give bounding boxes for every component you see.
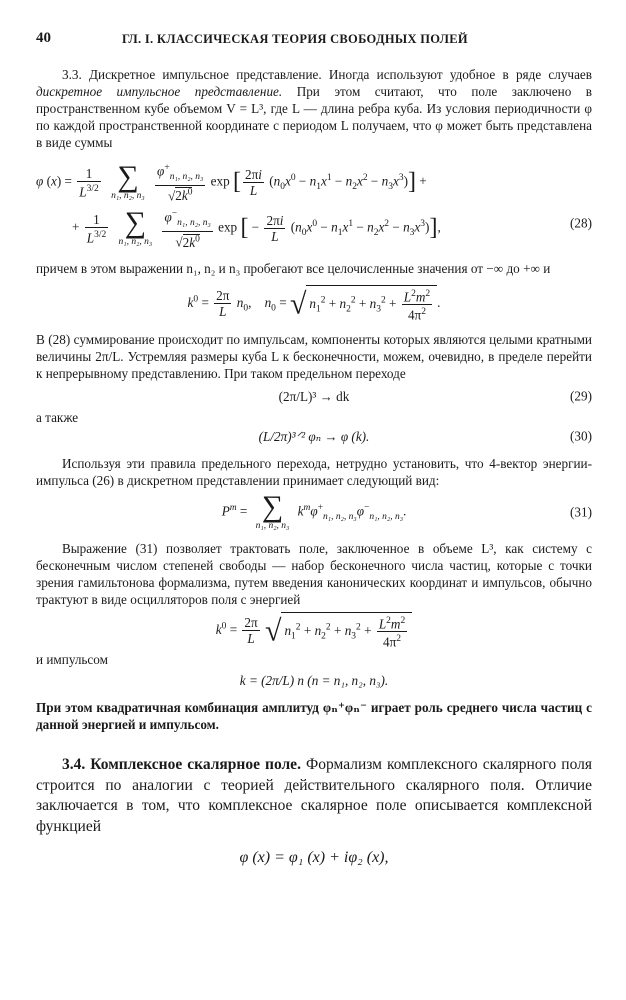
paragraph-summation-range: причем в этом выражении n₁, n₂ и n₃ пробегают все целочисленные значения от −∞ до +∞ и [36, 260, 551, 276]
text-also: а также [36, 409, 79, 425]
equation-k0: $k^0$ = $\frac{2\pi}{L}$ $n_0$, $n_0$ = √ $n_1^2 + n_2^2 + n_3^2$ + $\frac{L^2m^2}{4\pi^2}$ . [36, 285, 592, 323]
equation-energy: $k^0$ = $\frac{2\pi}{L}$ √ $n_1^2 + n_2^2 + n_3^2$ + $\frac{L^2m^2}{4\pi^2}$ [36, 612, 592, 650]
equation-29-body: (2π/L)³ → dk [278, 388, 350, 404]
running-head: ГЛ. I. КЛАССИЧЕСКАЯ ТЕОРИЯ СВОБОДНЫХ ПОЛЕЙ [122, 32, 468, 46]
paragraph-oscillators: Выражение (31) позволяет трактовать поле, заключенное в объеме L³, как систему с бесконечным числом степеней свободы — набор бесконечного числа частиц, которые с точки зрения гамильтонова формализма, путем введения канонических координат и импульсов, обычно трактуют в виде осцилляторов поля с энергией [36, 540, 592, 607]
page-number: 40 [36, 30, 51, 46]
paragraph-particle-number: При этом квадратичная комбинация амплитуд φₙ⁺φₙ⁻ играет роль среднего числа частиц с данной энергией и импульсом. [36, 700, 592, 733]
equation-30-body: (L/2π)³ᐟ² φₙ → φ (k). [258, 428, 370, 444]
equation-number-28: (28) [570, 215, 592, 231]
equation-momentum [36, 672, 592, 689]
equation-31: $P^m$ = ∑ n₁, n₂, n₃ $k^m\varphi^+_{n_1, n_2, n_3}\varphi^-_{n_1, n_2, n_3}$. (31) [221, 489, 592, 531]
equation-complex-field-body: φ (x) = φ₁ (x) + iφ₂ (x), [239, 849, 389, 867]
equation-number-29: (29) [570, 388, 592, 404]
paragraph-limit-transition: В (28) суммирование происходит по импульсам, компоненты которых являются целыми кратными величины 2π/L. Устремляя размеры куба L к бесконечности, можем, очевидно, в пределе перейти к непрерывному представлению. При таком предельном переходе [36, 331, 592, 381]
equation-28: φ (x) = $\frac{1}{L^{3/2}}$ ∑ n₁, n₂, n₃ $\frac{\varphi^+_{n_1, n_2, n_3}}{√2k^0}$ exp [ $\frac{2\pi i}{L}$ $(n_0x^0 - n_1x^1 - n_2x^2 - n_3x^3)$] + + $\frac{1}{L^{3/2}}$ ∑ n₁, n₂, n₃ $\frac{\varphi^-_{n_1, n_2, n_3}}{√2k^0}$ exp [ − $\frac{2\pi i}{L}$ $(n_0x^0 - n_1x^1 - n_2x^2 - n_3x^3)$], (28) [36, 159, 592, 250]
page-header [36, 30, 592, 52]
section-3-4: 3.4. Комплексное скалярное поле. Формализм комплексного скалярного поля строится по аналогии с теорией действительного скалярного поля. Отличие заключается в том, что комплексное скалярное поле описывается комплексной функцией [36, 756, 592, 835]
section-3-4-title: 3.4. Комплексное скалярное поле. [62, 756, 301, 774]
equation-momentum-body: k = (2π/L) n (n = n₁, n₂, n₃). [239, 673, 389, 689]
equation-30 [36, 428, 592, 445]
equation-number-30: (30) [570, 428, 592, 444]
paragraph-energy-momentum: Используя эти правила предельного перехода, нетрудно установить, что 4-вектор энергии-импульса (26) в дискретном представлении принимает следующий вид: [36, 455, 592, 488]
paragraph-3-3-intro: 3.3. Дискретное импульсное представление. Иногда используют удобное в ряде случаев дискретное импульсное представление. При этом считают, что поле заключено в пространственном кубе объемом V = L³, где L — длина ребра куба. Из условия периодичности φ по каждой пространственной координате с периодом L получаем, что φ может быть представлена в виде суммы [36, 67, 592, 150]
page-body [36, 66, 592, 866]
text-and-momentum: и импульсом [36, 652, 108, 668]
equation-complex-field [36, 849, 592, 866]
equation-29 [36, 388, 592, 405]
equation-number-31: (31) [570, 504, 592, 520]
